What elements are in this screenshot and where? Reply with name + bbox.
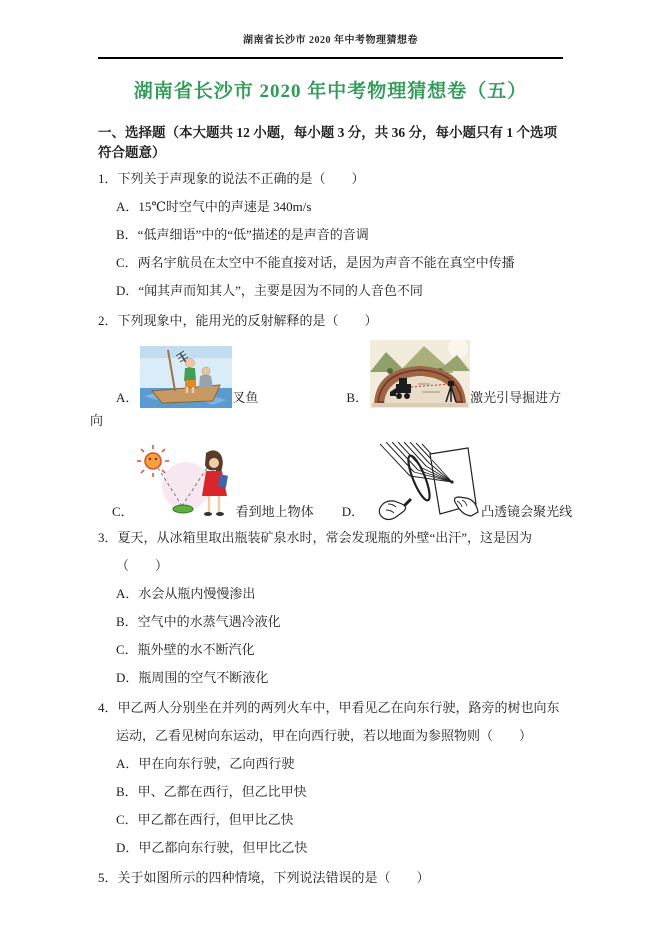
question-number: 3．: [98, 530, 118, 545]
question-stem: [98, 307, 563, 335]
q2-figure-row-2: [98, 442, 573, 522]
question-5: [98, 864, 563, 892]
option-label: B．: [116, 227, 138, 242]
option-row: [116, 580, 563, 608]
option-label: C．: [116, 255, 138, 270]
spear-fishing-figure: [140, 346, 232, 408]
question-stem: [98, 694, 563, 750]
figure-caption: 看到地上物体: [235, 504, 314, 519]
option-label: D．: [116, 840, 139, 855]
question-text: 关于如图所示的四种情境，下列说法错误的是（ ）: [117, 870, 430, 885]
question-number: 1．: [98, 171, 118, 186]
figure-caption: 叉鱼: [232, 390, 259, 405]
option-row: [116, 778, 563, 806]
q2-option-d: [342, 442, 572, 522]
option-label: B．: [116, 614, 138, 629]
q2-option-a: [116, 346, 258, 408]
question-2: [90, 307, 573, 522]
option-text: 两名宇航员在太空中不能直接对话，是因为声音不能在真空中传播: [137, 255, 515, 270]
laser-guided-tunnel-figure: [370, 340, 470, 408]
option-row: [116, 806, 563, 834]
option-row: [116, 249, 563, 277]
option-text: 15℃时空气中的声速是 340m/s: [138, 199, 312, 214]
option-text: “闻其声而知其人”，主要是因为不同的人音色不同: [138, 283, 423, 298]
option-label: A．: [116, 199, 139, 214]
option-text: 瓶周围的空气不断液化: [138, 670, 269, 685]
question-text: 下列关于声现象的说法不正确的是（ ）: [117, 171, 365, 186]
option-label: B．: [116, 784, 138, 799]
q2-figure-row-1: [98, 340, 563, 408]
option-text: 甲、乙都在西行，但乙比甲快: [137, 784, 307, 799]
option-row: [116, 277, 563, 305]
option-row: [116, 221, 563, 249]
option-text: 空气中的水蒸气遇冷液化: [137, 614, 281, 629]
option-row: [116, 834, 563, 862]
option-label: A．: [116, 390, 139, 405]
q2-option-c: [112, 444, 314, 522]
option-row: [116, 750, 563, 778]
option-label: C．: [116, 642, 138, 657]
option-label: A．: [116, 586, 139, 601]
running-header: 湖南省长沙市 2020 年中考物理猜想卷: [243, 35, 418, 46]
option-row: [116, 608, 563, 636]
question-number: 4．: [98, 700, 118, 715]
figure-caption: 凸透镜会聚光线: [481, 504, 573, 519]
option-text: 甲乙都向东行驶，但甲比乙快: [138, 840, 308, 855]
question-text: 夏天，从冰箱里取出瓶装矿泉水时，常会发现瓶的外壁“出汗”，这是因为（ ）: [116, 530, 533, 573]
seeing-object-figure: [136, 444, 236, 522]
question-text: 甲乙两人分别坐在并列的两列火车中，甲看见乙在向东行驶，路旁的树也向东运动，乙看见树向东运动，甲在向西行驶，若以地面为参照物则（ ）: [116, 700, 560, 743]
question-text: 下列现象中，能用光的反射解释的是（ ）: [117, 313, 378, 328]
option-row: [116, 636, 563, 664]
q2-option-b: [346, 340, 561, 408]
question-1: [98, 165, 563, 305]
option-label: A．: [116, 756, 139, 771]
question-stem: [98, 165, 563, 193]
question-4: [98, 694, 563, 862]
section-heading: 一、选择题（本大题共 12 小题，每小题 3 分，共 36 分，每小题只有 1 个选项符合题意）: [98, 125, 557, 160]
question-number: 2．: [98, 313, 118, 328]
figure-caption: 激光引导掘进方: [470, 390, 562, 405]
option-label: D．: [341, 504, 365, 519]
question-number: 5．: [98, 870, 118, 885]
option-label: C．: [116, 812, 138, 827]
question-3: [98, 524, 563, 692]
option-label: B．: [346, 390, 369, 405]
option-text: 瓶外壁的水不断汽化: [137, 642, 255, 657]
option-label: C．: [112, 504, 134, 519]
option-text: 水会从瓶内慢慢渗出: [138, 586, 256, 601]
option-label: D．: [116, 670, 139, 685]
question-stem: [98, 864, 563, 892]
page-title: 湖南省长沙市 2020 年中考物理猜想卷（五）: [133, 81, 528, 102]
option-text: 甲乙都在西行，但甲比乙快: [137, 812, 294, 827]
option-text: “低声细语”中的“低”描述的是声音的音调: [137, 227, 369, 242]
option-label: D．: [116, 283, 139, 298]
convex-lens-figure: [366, 442, 481, 522]
option-text: 甲在向东行驶，乙向西行驶: [138, 756, 295, 771]
q2-option-b-caption-wrap: 向: [90, 413, 104, 428]
question-stem: [98, 524, 563, 580]
option-row: [116, 664, 563, 692]
header-divider: [98, 57, 563, 59]
option-row: [116, 193, 563, 221]
